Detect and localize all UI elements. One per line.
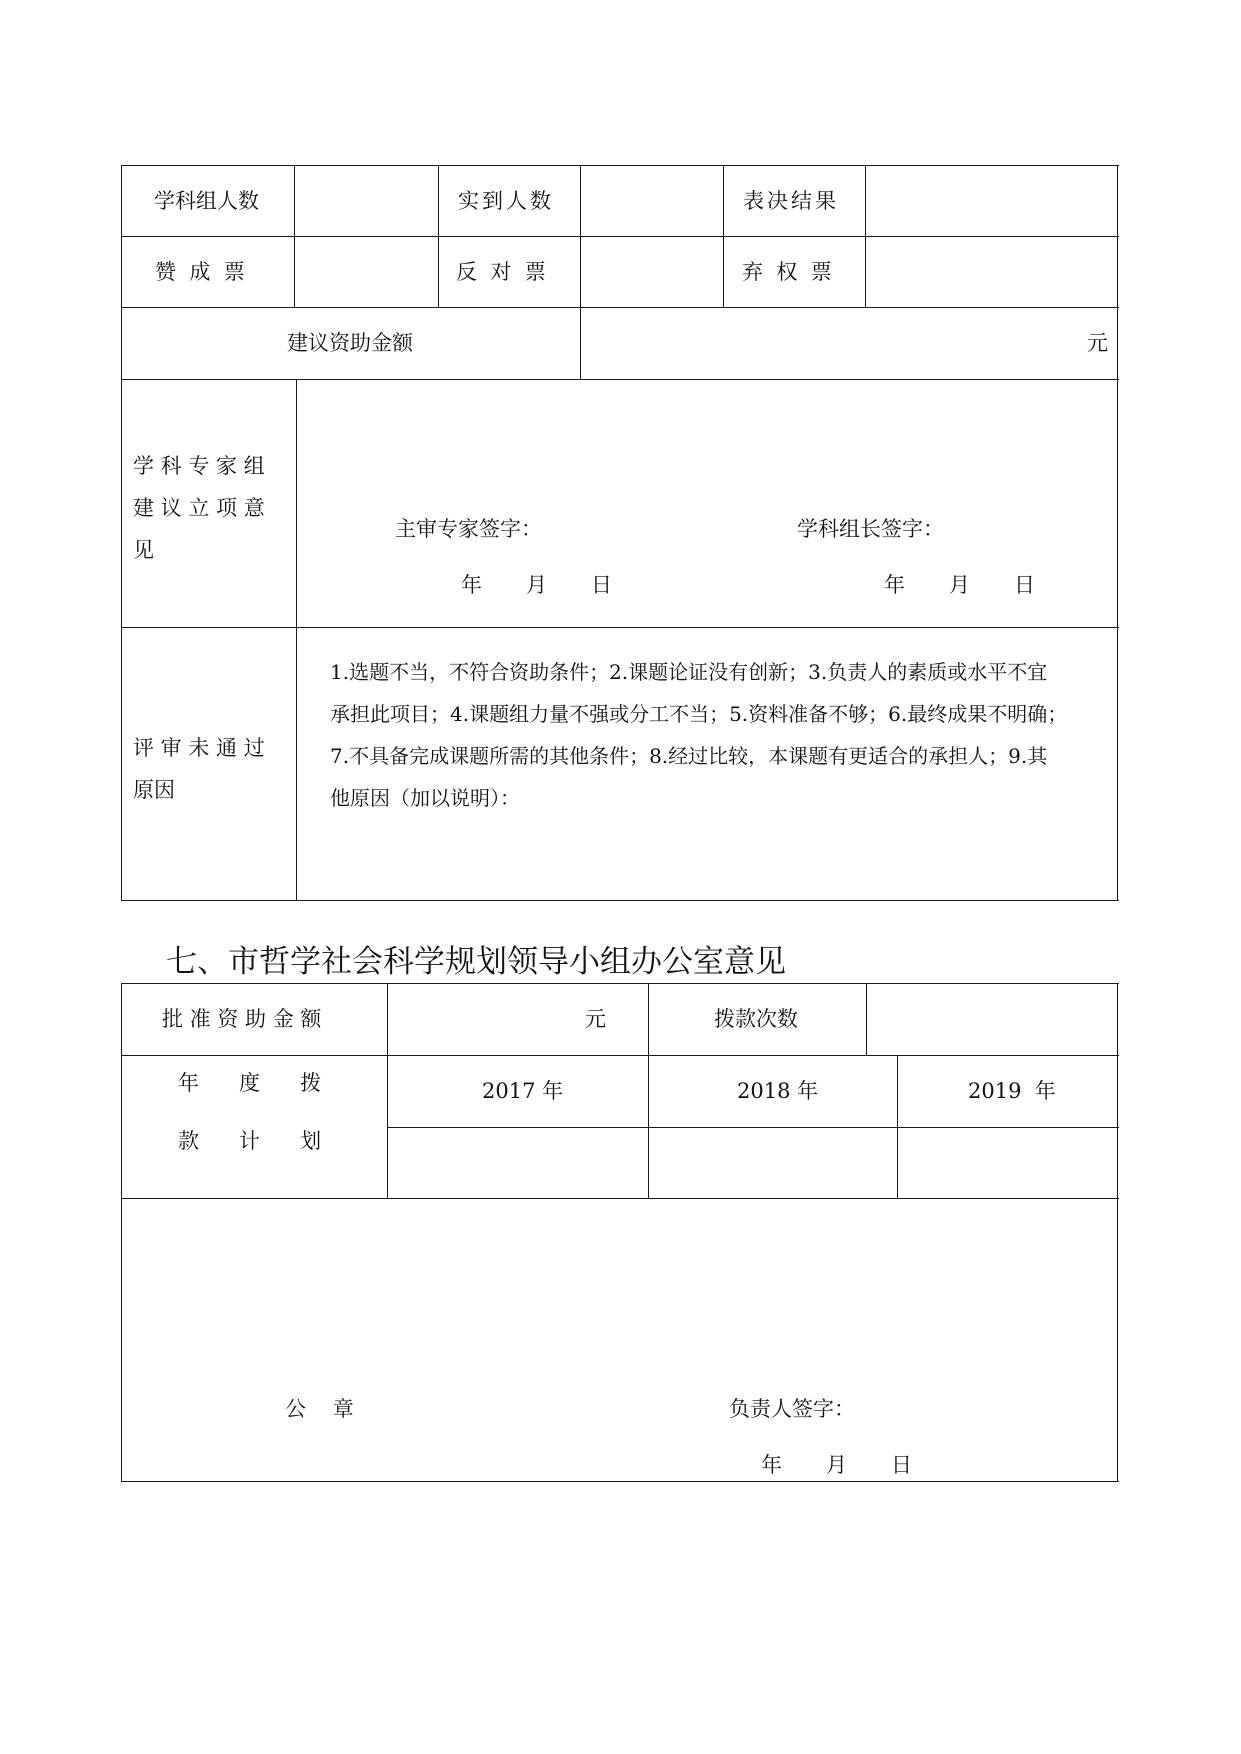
table-border — [121, 983, 1119, 984]
table-border — [121, 379, 1119, 380]
chief-date-year: 年 — [461, 573, 482, 597]
table-border — [723, 165, 724, 307]
table-border — [294, 165, 295, 307]
office-date-year: 年 — [761, 1453, 782, 1477]
opinion-label-line3: 见 — [133, 538, 154, 562]
approved-funding-unit: 元 — [585, 1007, 606, 1031]
table-border — [121, 165, 1119, 166]
yes-votes-label: 赞 成 票 — [155, 260, 245, 284]
office-date-month: 月 — [826, 1453, 847, 1477]
leader-date-year: 年 — [884, 573, 905, 597]
rejection-reasons-line4: 他原因（加以说明）： — [330, 786, 520, 810]
table-border — [121, 165, 122, 900]
members-count-label: 学科组人数 — [154, 189, 259, 213]
plan-year-2017: 2017 年 — [482, 1079, 564, 1103]
table-border — [648, 983, 649, 1198]
plan-year-2019: 2019 年 — [968, 1079, 1056, 1103]
table-border — [1117, 165, 1118, 900]
responsible-person-signature: 负责人签字： — [729, 1397, 855, 1421]
chief-expert-signature: 主审专家签字： — [395, 517, 542, 541]
installments-label: 拨款次数 — [714, 1007, 798, 1031]
table-border — [121, 627, 1119, 628]
plan-year-2018: 2018 年 — [737, 1079, 819, 1103]
table-border — [121, 307, 1119, 308]
abstain-votes-label: 弃 权 票 — [742, 260, 832, 284]
vote-result-label: 表决结果 — [743, 189, 839, 213]
table-border — [865, 165, 866, 307]
leader-date-day: 日 — [1014, 573, 1035, 597]
funding-plan-label-line2: 款 计 划 — [178, 1129, 322, 1153]
table-border — [387, 983, 388, 1198]
table-border — [897, 1055, 898, 1198]
table-border — [121, 1481, 1119, 1482]
table-border — [388, 1127, 1119, 1128]
section-seven-heading: 七、市哲学社会科学规划领导小组办公室意见 — [166, 944, 786, 980]
table-border — [866, 983, 867, 1055]
rejection-reasons-line2: 承担此项目；4.课题组力量不强或分工不当；5.资料准备不够；6.最终成果不明确； — [330, 702, 1068, 726]
funding-unit: 元 — [1087, 331, 1108, 355]
rejection-reasons-line1: 1.选题不当，不符合资助条件；2.课题论证没有创新；3.负责人的素质或水平不宜 — [330, 660, 1048, 684]
table-border — [580, 165, 581, 379]
attendance-label: 实到人数 — [458, 189, 554, 213]
chief-date-month: 月 — [526, 573, 547, 597]
rejection-label-line1: 评 审 未 通 过 — [133, 736, 265, 760]
official-seal-label: 公 章 — [285, 1397, 354, 1421]
table-border — [296, 379, 297, 900]
table-border — [121, 900, 1119, 901]
group-leader-signature: 学科组长签字： — [797, 517, 944, 541]
opinion-label-line2: 建 议 立 项 意 — [133, 496, 265, 520]
table-border — [121, 1055, 1119, 1056]
suggested-funding-label: 建议资助金额 — [287, 331, 413, 355]
leader-date-month: 月 — [949, 573, 970, 597]
office-date-day: 日 — [891, 1453, 912, 1477]
rejection-label-line2: 原因 — [133, 778, 175, 802]
table-border — [121, 1198, 1119, 1199]
table-border — [121, 983, 122, 1481]
table-border — [438, 165, 439, 307]
opinion-label-line1: 学 科 专 家 组 — [133, 454, 265, 478]
chief-date-day: 日 — [591, 573, 612, 597]
rejection-reasons-line3: 7.不具备完成课题所需的其他条件；8.经过比较，本课题有更适合的承担人；9.其 — [330, 744, 1048, 768]
table-border — [121, 236, 1119, 237]
approved-funding-label: 批 准 资 助 金 额 — [162, 1007, 322, 1031]
funding-plan-label-line1: 年 度 拨 — [178, 1071, 322, 1095]
table-border — [1117, 983, 1118, 1481]
no-votes-label: 反 对 票 — [456, 260, 546, 284]
